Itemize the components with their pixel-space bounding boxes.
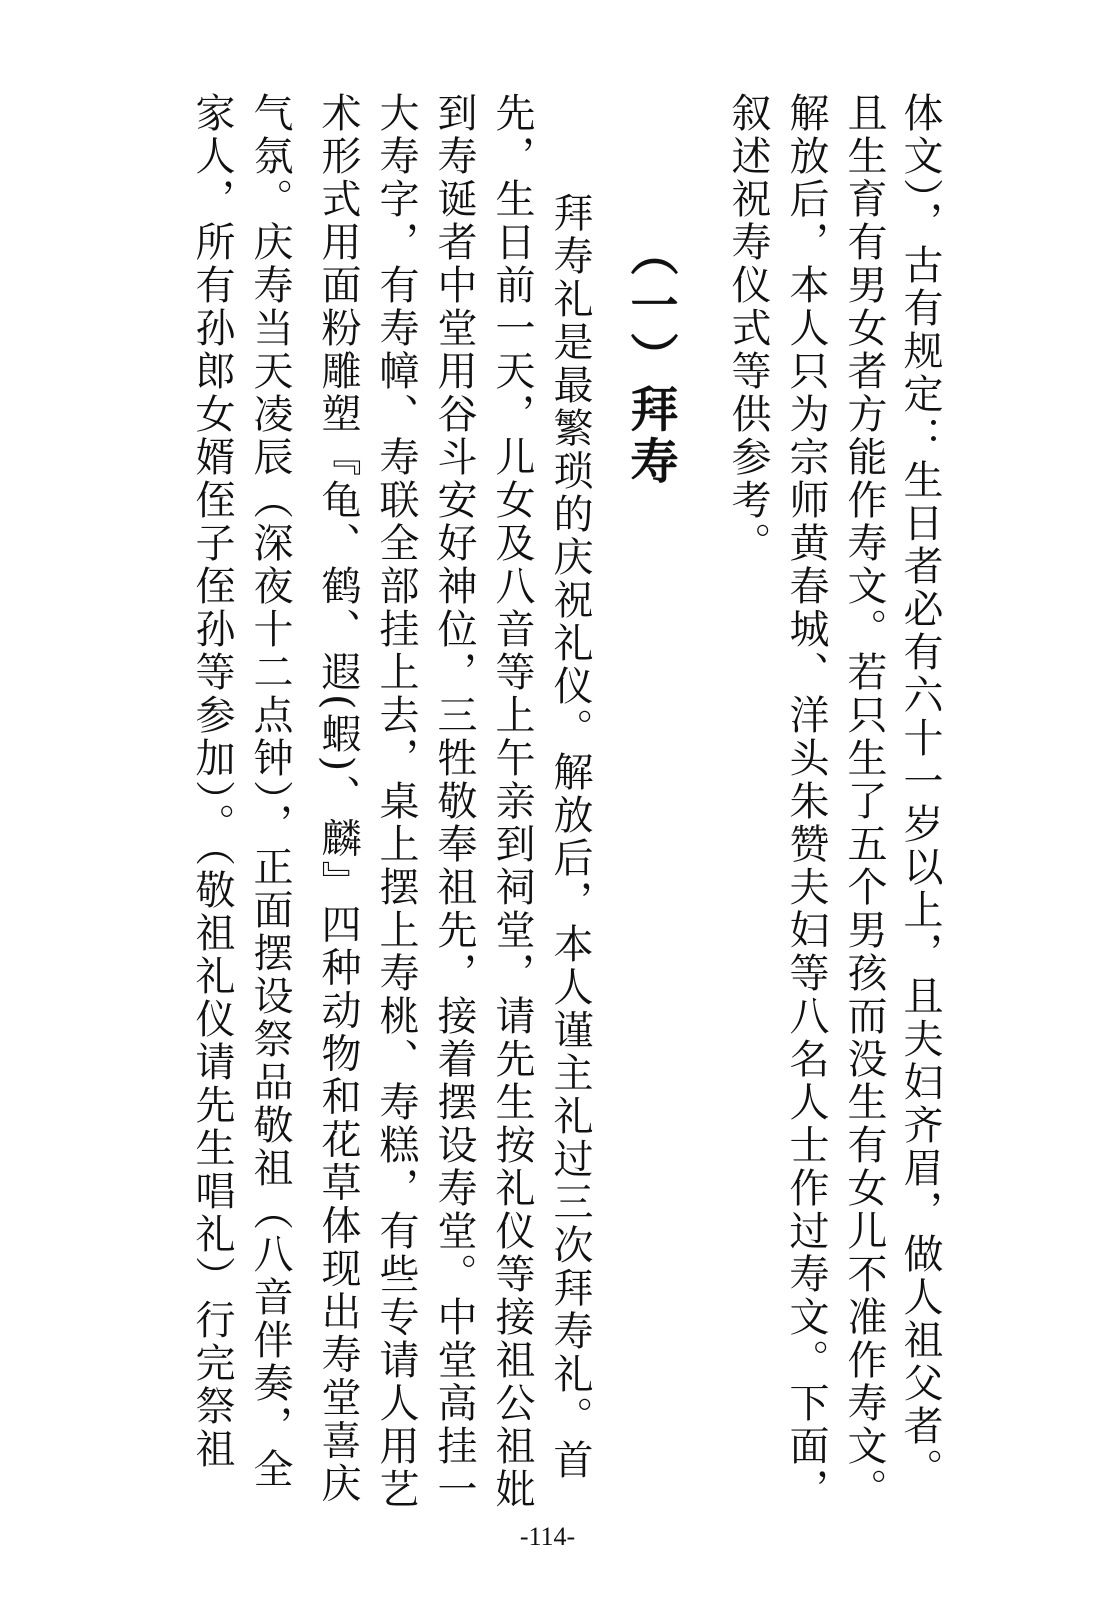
text-column: 先，生日前一天，儿女及八音等上午亲到祠堂，请先生按礼仪等接祖公祖妣 — [489, 92, 535, 1511]
page-number: -114- — [519, 1522, 576, 1551]
text-column: 解放后，本人只为宗师黄春城、洋头朱赞夫妇等八名人士作过寿文。下面， — [783, 92, 829, 1511]
text-column: 体文），古有规定：生日者必有六十一岁以上，且夫妇齐眉，做人祖父者。 — [897, 92, 943, 1491]
text-column: 叙述祝寿仪式等供参考。 — [725, 92, 771, 565]
text-column: 大寿字，有寿幛、寿联全部挂上去，桌上摆上寿桃、寿糕，有些专请人用艺 — [373, 92, 419, 1511]
text-column: 术形式用面粉雕塑『龟、鹤、遐(蝦)、麟』四种动物和花草体现出寿堂喜庆 — [315, 92, 361, 1506]
text-column: 拜寿礼是最繁琐的庆祝礼仪。解放后，本人谨主礼过三次拜寿礼。首 — [547, 192, 593, 1482]
section-heading: （一）拜寿 — [622, 228, 678, 488]
text-column: 气氛。庆寿当天凌辰（深夜十二点钟），正面摆设祭品敬祖（八音伴奏，全 — [247, 92, 293, 1491]
text-column: 到寿诞者中堂用谷斗安好神位，三牲敬奉祖先，接着摆设寿堂。中堂高挂一 — [431, 92, 477, 1511]
text-column: 家人，所有孙郎女婿侄子侄孙等参加）。（敬祖礼仪请先生唱礼）行完祭祖 — [189, 92, 235, 1471]
text-column: 且生育有男女者方能作寿文。若只生了五个男孩而没生有女儿不准作寿文。 — [841, 92, 887, 1511]
